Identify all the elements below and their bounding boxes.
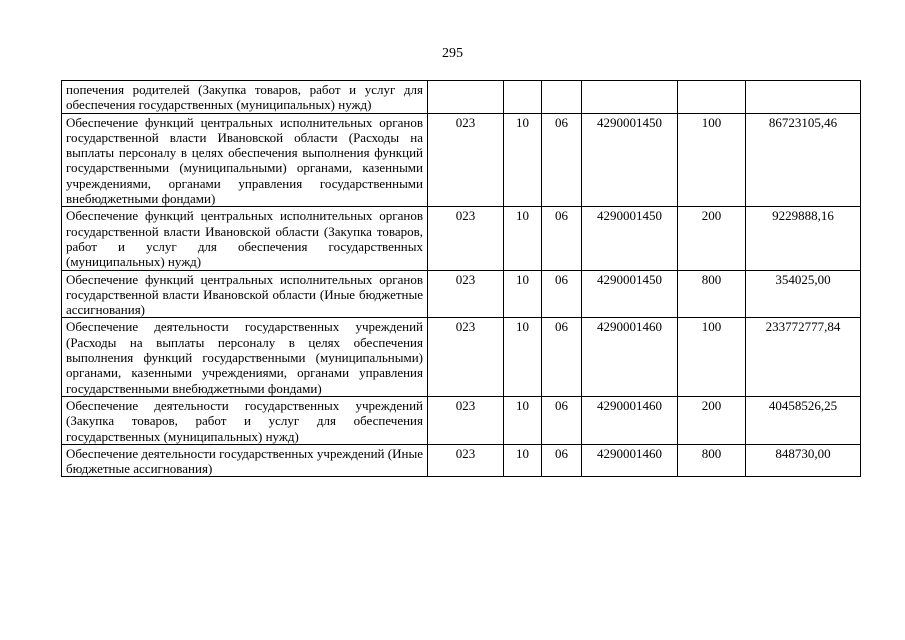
row-amount xyxy=(746,81,861,114)
row-description: Обеспечение деятельности государственных учреждений (Расходы на выплаты персоналу в целях обеспечения выполнения функций государственными (муниципальными) органами, казенными учреждениями, органами управления государственными внебюджетными фондами) xyxy=(62,318,428,396)
row-subsection: 06 xyxy=(542,396,582,444)
row-target-article: 4290001460 xyxy=(582,396,678,444)
row-admin-code: 023 xyxy=(428,207,504,270)
row-description: Обеспечение деятельности государственных учреждений (Закупка товаров, работ и услуг для обеспечения государственных (муниципальных) нужд) xyxy=(62,396,428,444)
row-section: 10 xyxy=(504,444,542,477)
row-subsection: 06 xyxy=(542,444,582,477)
row-target-article xyxy=(582,81,678,114)
row-target-article: 4290001450 xyxy=(582,207,678,270)
row-target-article: 4290001460 xyxy=(582,318,678,396)
row-admin-code: 023 xyxy=(428,113,504,207)
row-subsection: 06 xyxy=(542,113,582,207)
row-target-article: 4290001450 xyxy=(582,270,678,318)
row-section: 10 xyxy=(504,207,542,270)
table-body xyxy=(62,81,861,477)
row-description: Обеспечение функций центральных исполнительных органов государственной власти Ивановской области (Расходы на выплаты персоналу в целях обеспечения выполнения функций государственными (муниципальными) органами, казенными учреждениями, органами управления государственными внебюджетными фондами) xyxy=(62,113,428,207)
row-expense-type: 800 xyxy=(678,444,746,477)
table-row xyxy=(62,113,861,207)
row-subsection: 06 xyxy=(542,270,582,318)
row-expense-type: 100 xyxy=(678,318,746,396)
row-expense-type: 100 xyxy=(678,113,746,207)
row-description: Обеспечение функций центральных исполнительных органов государственной власти Ивановской области (Закупка товаров, работ и услуг для обеспечения государственных (муниципальных) нужд) xyxy=(62,207,428,270)
row-expense-type: 200 xyxy=(678,207,746,270)
row-section xyxy=(504,81,542,114)
row-amount: 86723105,46 xyxy=(746,113,861,207)
table-row xyxy=(62,270,861,318)
row-admin-code: 023 xyxy=(428,444,504,477)
row-description: Обеспечение деятельности государственных учреждений (Иные бюджетные ассигнования) xyxy=(62,444,428,477)
row-expense-type: 800 xyxy=(678,270,746,318)
row-amount: 9229888,16 xyxy=(746,207,861,270)
row-subsection: 06 xyxy=(542,207,582,270)
row-admin-code: 023 xyxy=(428,318,504,396)
row-admin-code: 023 xyxy=(428,396,504,444)
row-amount: 233772777,84 xyxy=(746,318,861,396)
row-admin-code: 023 xyxy=(428,270,504,318)
table-row xyxy=(62,396,861,444)
row-admin-code xyxy=(428,81,504,114)
budget-table xyxy=(61,80,861,477)
row-target-article: 4290001460 xyxy=(582,444,678,477)
row-amount: 40458526,25 xyxy=(746,396,861,444)
row-section: 10 xyxy=(504,318,542,396)
row-description: Обеспечение функций центральных исполнительных органов государственной власти Ивановской области (Иные бюджетные ассигнования) xyxy=(62,270,428,318)
table-row xyxy=(62,444,861,477)
row-expense-type xyxy=(678,81,746,114)
row-section: 10 xyxy=(504,113,542,207)
row-subsection: 06 xyxy=(542,318,582,396)
row-description: попечения родителей (Закупка товаров, работ и услуг для обеспечения государственных (муниципальных) нужд) xyxy=(62,81,428,114)
row-amount: 848730,00 xyxy=(746,444,861,477)
row-amount: 354025,00 xyxy=(746,270,861,318)
row-section: 10 xyxy=(504,270,542,318)
row-section: 10 xyxy=(504,396,542,444)
page-number: 295 xyxy=(442,46,463,61)
table-row xyxy=(62,207,861,270)
row-expense-type: 200 xyxy=(678,396,746,444)
row-subsection xyxy=(542,81,582,114)
table-row xyxy=(62,81,861,114)
table-row xyxy=(62,318,861,396)
row-target-article: 4290001450 xyxy=(582,113,678,207)
